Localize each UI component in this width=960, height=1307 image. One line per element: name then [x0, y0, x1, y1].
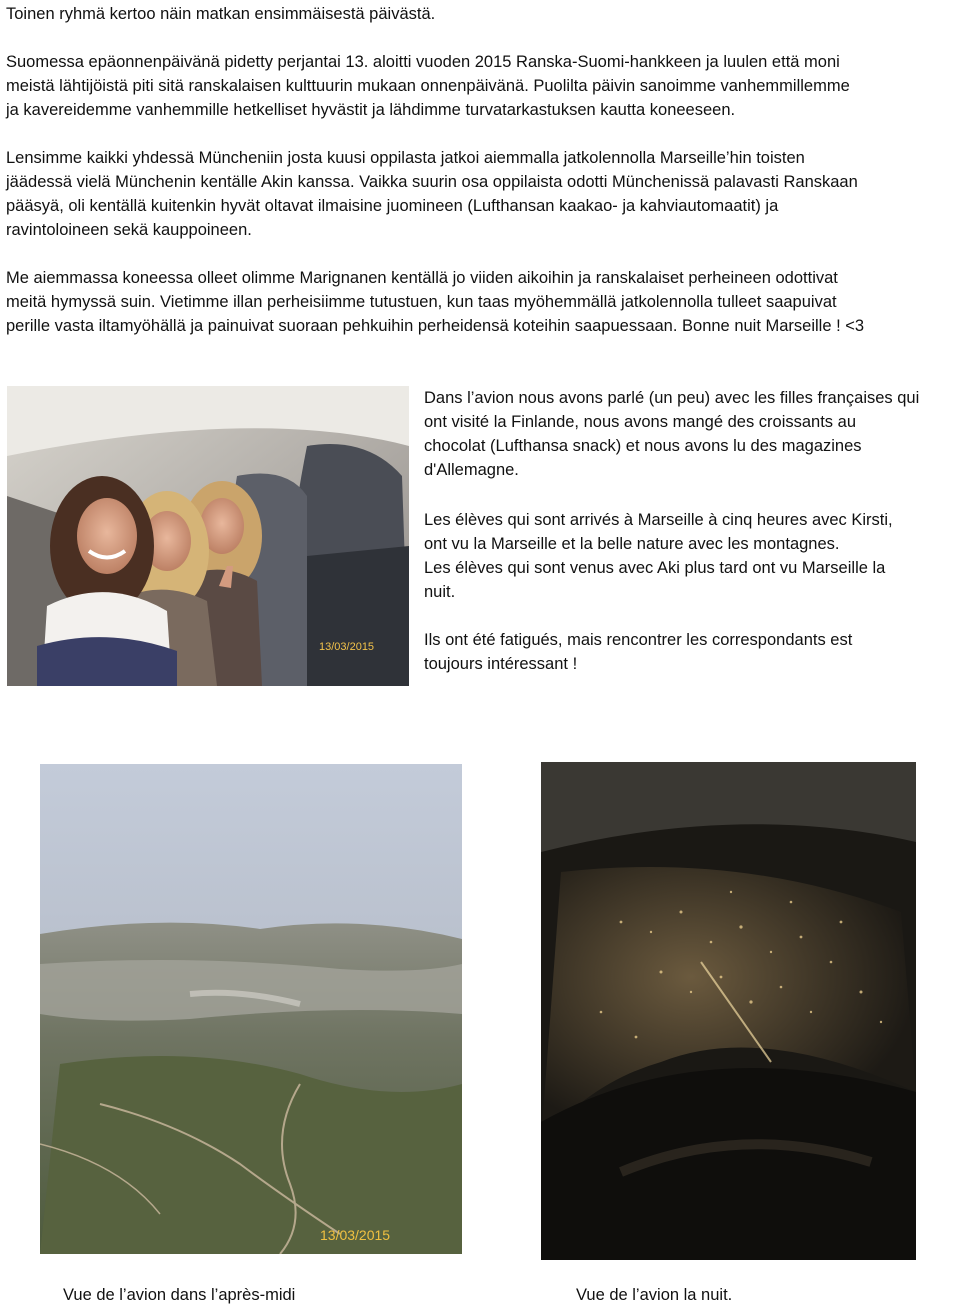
text-line: ont vu la Marseille et la belle nature avec les montagnes. — [424, 535, 840, 553]
french-paragraph-3 — [424, 628, 960, 676]
text-line: Lensimme kaikki yhdessä Müncheniin josta kuusi oppilasta jatkoi aiemmalla jatkolennolla Marseille’hin toisten — [6, 149, 805, 167]
french-paragraph-1 — [424, 386, 960, 482]
text-line: jäädessä vielä Münchenin kentälle Akin kanssa. Vaikka suurin osa oppilaista odotti Münchenissä palavasti Ranskaan — [6, 173, 858, 191]
caption-night: Vue de l’avion la nuit. — [576, 1286, 733, 1304]
text-line: meistä lähtijöistä piti sitä ranskalaisen kulttuurin mukaan onnenpäivänä. Puolilta päivin sanoimme vanhemmillemme — [6, 77, 850, 95]
finnish-paragraph-1 — [6, 50, 956, 122]
finnish-paragraph-3 — [6, 266, 956, 338]
french-paragraph-2 — [424, 508, 960, 604]
text-line: toujours intéressant ! — [424, 655, 578, 673]
intro-paragraph — [6, 2, 956, 26]
text-line: Les élèves qui sont arrivés à Marseille à cinq heures avec Kirsti, — [424, 511, 893, 529]
photo-aerial-night — [541, 762, 916, 1260]
text-line: perille vasta iltamyöhällä ja painuivat suoraan pehkuihin perheidensä koteihin saapuessaan. Bonne nuit Marseille ! <3 — [6, 317, 865, 335]
text-line: d'Allemagne. — [424, 461, 519, 479]
caption-afternoon: Vue de l’avion dans l’après-midi — [63, 1286, 296, 1304]
text-line: Me aiemmassa koneessa olleet olimme Marignanen kentällä jo viiden aikoihin ja ranskalaiset perheineen odottivat — [6, 269, 838, 287]
text-line: Toinen ryhmä kertoo näin matkan ensimmäisestä päivästä. — [6, 5, 436, 23]
text-line: Les élèves qui sont venus avec Aki plus tard ont vu Marseille la — [424, 559, 886, 577]
text-line: ravintoloineen sekä kauppoineen. — [6, 221, 252, 239]
photo-girls-in-plane — [7, 386, 409, 686]
text-line: Dans l’avion nous avons parlé (un peu) avec les filles françaises qui — [424, 389, 920, 407]
text-line: Ils ont été fatigués, mais rencontrer les correspondants est — [424, 631, 853, 649]
photo-aerial-afternoon — [40, 764, 462, 1254]
plane-date-stamp: 13/03/2015 — [319, 641, 375, 653]
text-line: Suomessa epäonnenpäivänä pidetty perjantai 13. aloitti vuoden 2015 Ranska-Suomi-hankkeen ja luulen että moni — [6, 53, 840, 71]
text-line: chocolat (Lufthansa snack) et nous avons lu des magazines — [424, 437, 862, 455]
day-date-stamp: 13/03/2015 — [320, 1227, 391, 1243]
text-line: ja kavereidemme vanhemmille hetkelliset hyvästit ja lähdimme turvatarkastuksen kautta koneeseen. — [6, 101, 736, 119]
text-line: ont visité la Finlande, nous avons mangé des croissants au — [424, 413, 856, 431]
text-line: pääsyä, oli kentällä kuitenkin hyvät oltavat ilmaisine juomineen (Lufthansan kaakao- ja kahviautomaatit) ja — [6, 197, 779, 215]
text-line: meitä hymyssä suin. Vietimme illan perheisiimme tutustuen, kun taas myöhemmällä jatkolennolla tulleet saapuivat — [6, 293, 837, 311]
finnish-paragraph-2 — [6, 146, 956, 242]
text-line: nuit. — [424, 583, 456, 601]
